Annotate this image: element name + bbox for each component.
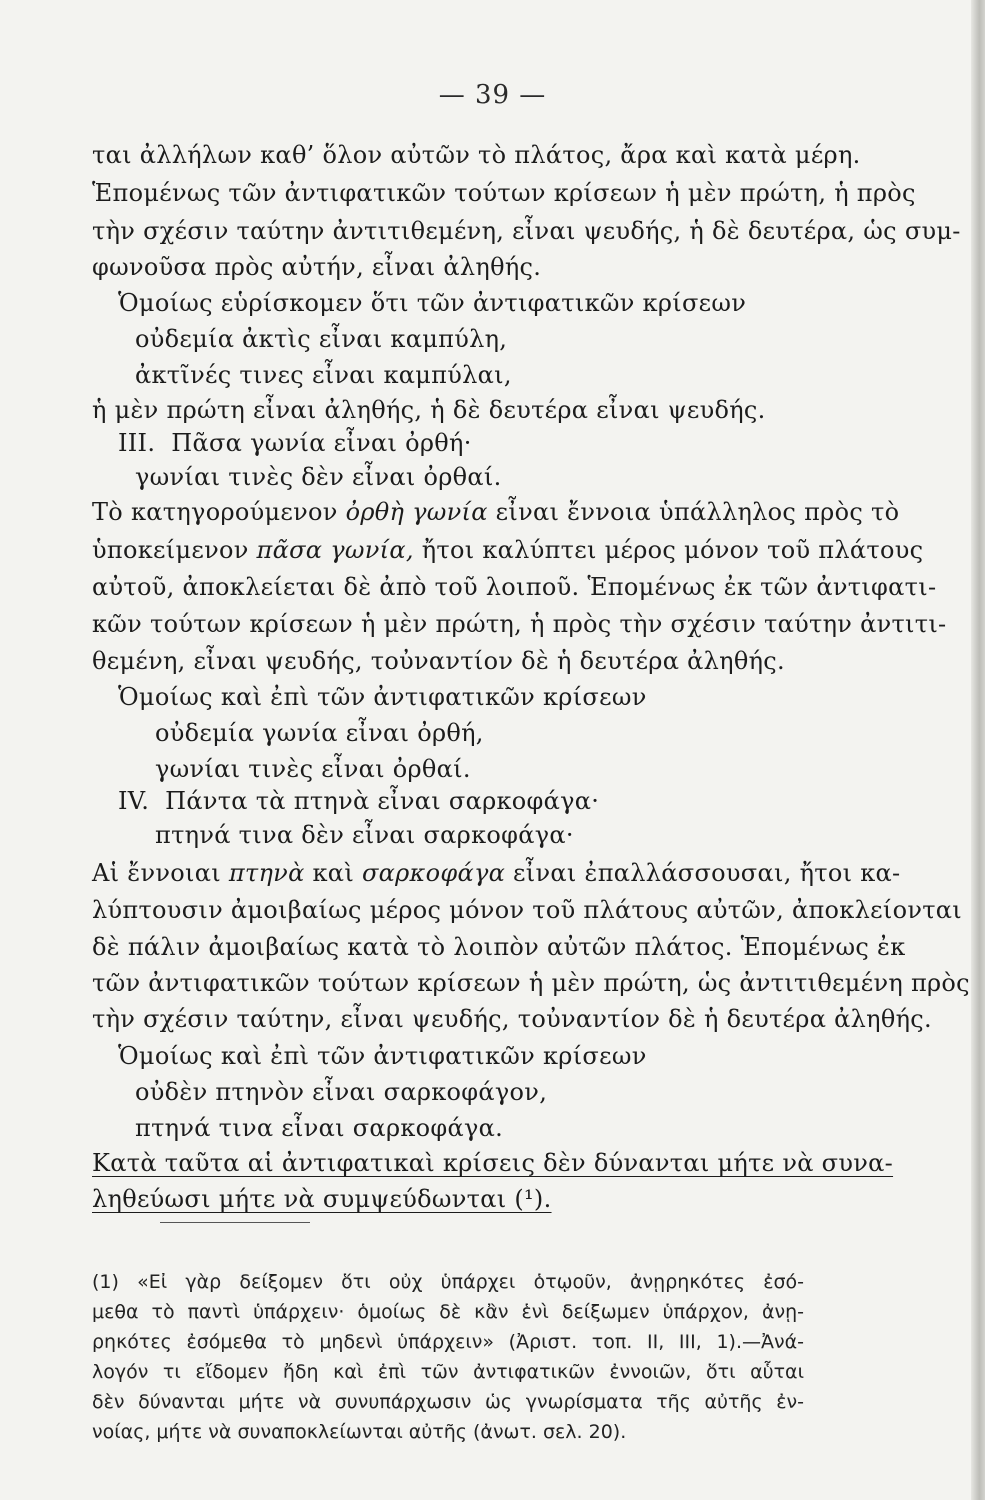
formula-line: οὐδεμία ἀκτὶς εἶναι καμπύλη,: [135, 325, 508, 353]
page-number-header: — 39 —: [438, 80, 547, 110]
proposition: Πᾶσα γωνία εἶναι ὀρθή·: [171, 429, 472, 457]
formula-line: πτηνά τινα εἶναι σαρκοφάγα.: [135, 1114, 504, 1142]
text-line: αὐτοῦ, ἀποκλείεται δὲ ἀπὸ τοῦ λοιποῦ. Ἑπομένως ἐκ τῶν ἀντιφατι-: [92, 573, 937, 601]
numbered-example-iii: [118, 428, 472, 458]
text-line: Ὁμοίως καὶ ἐπὶ τῶν ἀντιφατικῶν κρίσεων: [118, 1042, 647, 1070]
italic-term: σαρκοφάγα: [361, 859, 506, 887]
text-line: Ὁμοίως εὑρίσκομεν ὅτι τῶν ἀντιφατικῶν κρίσεων: [118, 289, 747, 317]
footnote-line: μεθα τὸ παντὶ ὑπάρχειν· ὁμοίως δὲ κἂν ἑνὶ δείξωμεν ὑπάρχον, ἀνῃ-: [92, 1301, 804, 1323]
text-line: φωνοῦσα πρὸς αὐτήν, εἶναι ἀληθής.: [92, 253, 542, 281]
formula-line: ἀκτῖνές τινες εἶναι καμπύλαι,: [135, 361, 512, 389]
footnote-line: δὲν δύνανται μήτε νὰ συνυπάρχωσιν ὡς γνωρίσματα τῆς αὐτῆς ἐν-: [92, 1391, 804, 1413]
proposition: Πάντα τὰ πτηνὰ εἶναι σαρκοφάγα·: [165, 787, 600, 815]
footnote-line: λογόν τι εἴδομεν ἤδη καὶ ἐπὶ τῶν ἀντιφατικῶν ἐννοιῶν, ὅτι αὗται: [92, 1361, 804, 1383]
formula-line: γωνίαι τινὲς εἶναι ὀρθαί.: [155, 755, 471, 783]
text-line: κῶν τούτων κρίσεων ἡ μὲν πρώτη, ἡ πρὸς τὴν σχέσιν ταύτην ἀντιτι-: [92, 610, 947, 638]
text-line: ἡ μὲν πρώτη εἶναι ἀληθής, ἡ δὲ δευτέρα εἶναι ψευδής.: [92, 396, 766, 424]
text-line: [92, 535, 924, 565]
numbered-example-iv: [118, 786, 599, 816]
text-line: [92, 497, 900, 527]
italic-term: πτηνὰ: [228, 859, 305, 887]
formula-line: οὐδεμία γωνία εἶναι ὀρθή,: [155, 719, 484, 747]
italic-term: πᾶσα γωνία,: [256, 536, 414, 564]
conclusion-line: ληθεύωσι μήτε νὰ συμψεύδωνται (¹).: [92, 1185, 552, 1213]
text-span: καὶ: [304, 859, 362, 887]
text-line: [92, 858, 901, 888]
text-span: ὑποκείμενον: [92, 536, 257, 564]
conclusion-line: Κατὰ ταῦτα αἱ ἀντιφατικαὶ κρίσεις δὲν δύνανται μήτε νὰ συνα-: [92, 1149, 894, 1177]
text-span: ἤτοι καλύπτει μέρος μόνον τοῦ πλάτους: [413, 536, 924, 564]
text-line: τὴν σχέσιν ταύτην ἀντιτιθεμένη, εἶναι ψευδής, ἡ δὲ δευτέρα, ὡς συμ-: [92, 217, 961, 245]
text-line: τῶν ἀντιφατικῶν τούτων κρίσεων ἡ μὲν πρώτη, ὡς ἀντιτιθεμένη πρὸς: [92, 969, 970, 997]
footnote-line: νοίας, μήτε νὰ συναποκλείωνται αὐτῆς (ἀνωτ. σελ. 20).: [92, 1421, 627, 1443]
roman-numeral: IV.: [118, 787, 150, 815]
italic-term: ὀρθὴ γωνία: [345, 498, 488, 526]
formula-line: πτηνά τινα δὲν εἶναι σαρκοφάγα·: [155, 821, 574, 849]
text-line: Ἑπομένως τῶν ἀντιφατικῶν τούτων κρίσεων ἡ μὲν πρώτη, ἡ πρὸς: [92, 179, 916, 207]
roman-numeral: III.: [118, 429, 156, 457]
text-span: εἶναι ἔννοια ὑπάλληλος πρὸς τὸ: [487, 498, 900, 526]
footnote-line: (1) «Εἰ γὰρ δείξομεν ὅτι οὐχ ὑπάρχει ὁτῳοῦν, ἀνῃρηκότες ἐσό-: [92, 1271, 804, 1293]
footnote-separator: [160, 1222, 310, 1223]
text-line: δὲ πάλιν ἀμοιβαίως κατὰ τὸ λοιπὸν αὐτῶν πλάτος. Ἑπομένως ἐκ: [92, 933, 906, 961]
text-line: Ὁμοίως καὶ ἐπὶ τῶν ἀντιφατικῶν κρίσεων: [118, 683, 647, 711]
text-span: Τὸ κατηγορούμενον: [92, 498, 346, 526]
formula-line: γωνίαι τινὲς δὲν εἶναι ὀρθαί.: [135, 463, 502, 491]
page-edge-shadow: [971, 0, 985, 1500]
text-span: Αἱ ἔννοιαι: [92, 859, 229, 887]
footnote-line: ρηκότες ἐσόμεθα τὸ μηδενὶ ὑπάρχειν» (Ἀριστ. τοπ. ΙΙ, ΙΙΙ, 1).—Ἀνά-: [92, 1331, 804, 1353]
text-line: λύπτουσιν ἀμοιβαίως μέρος μόνον τοῦ πλάτους αὐτῶν, ἀποκλείονται: [92, 896, 962, 924]
text-line: ται ἀλλήλων καθ’ ὅλον αὐτῶν τὸ πλάτος, ἄρα καὶ κατὰ μέρη.: [92, 141, 861, 169]
text-span: εἶναι ἐπαλλάσσουσαι, ἤτοι κα-: [505, 859, 901, 887]
formula-line: οὐδὲν πτηνὸν εἶναι σαρκοφάγον,: [135, 1078, 548, 1106]
text-line: θεμένη, εἶναι ψευδής, τοὐναντίον δὲ ἡ δευτέρα ἀληθής.: [92, 647, 785, 675]
text-line: τὴν σχέσιν ταύτην, εἶναι ψευδής, τοὐναντίον δὲ ἡ δευτέρα ἀληθής.: [92, 1005, 932, 1033]
